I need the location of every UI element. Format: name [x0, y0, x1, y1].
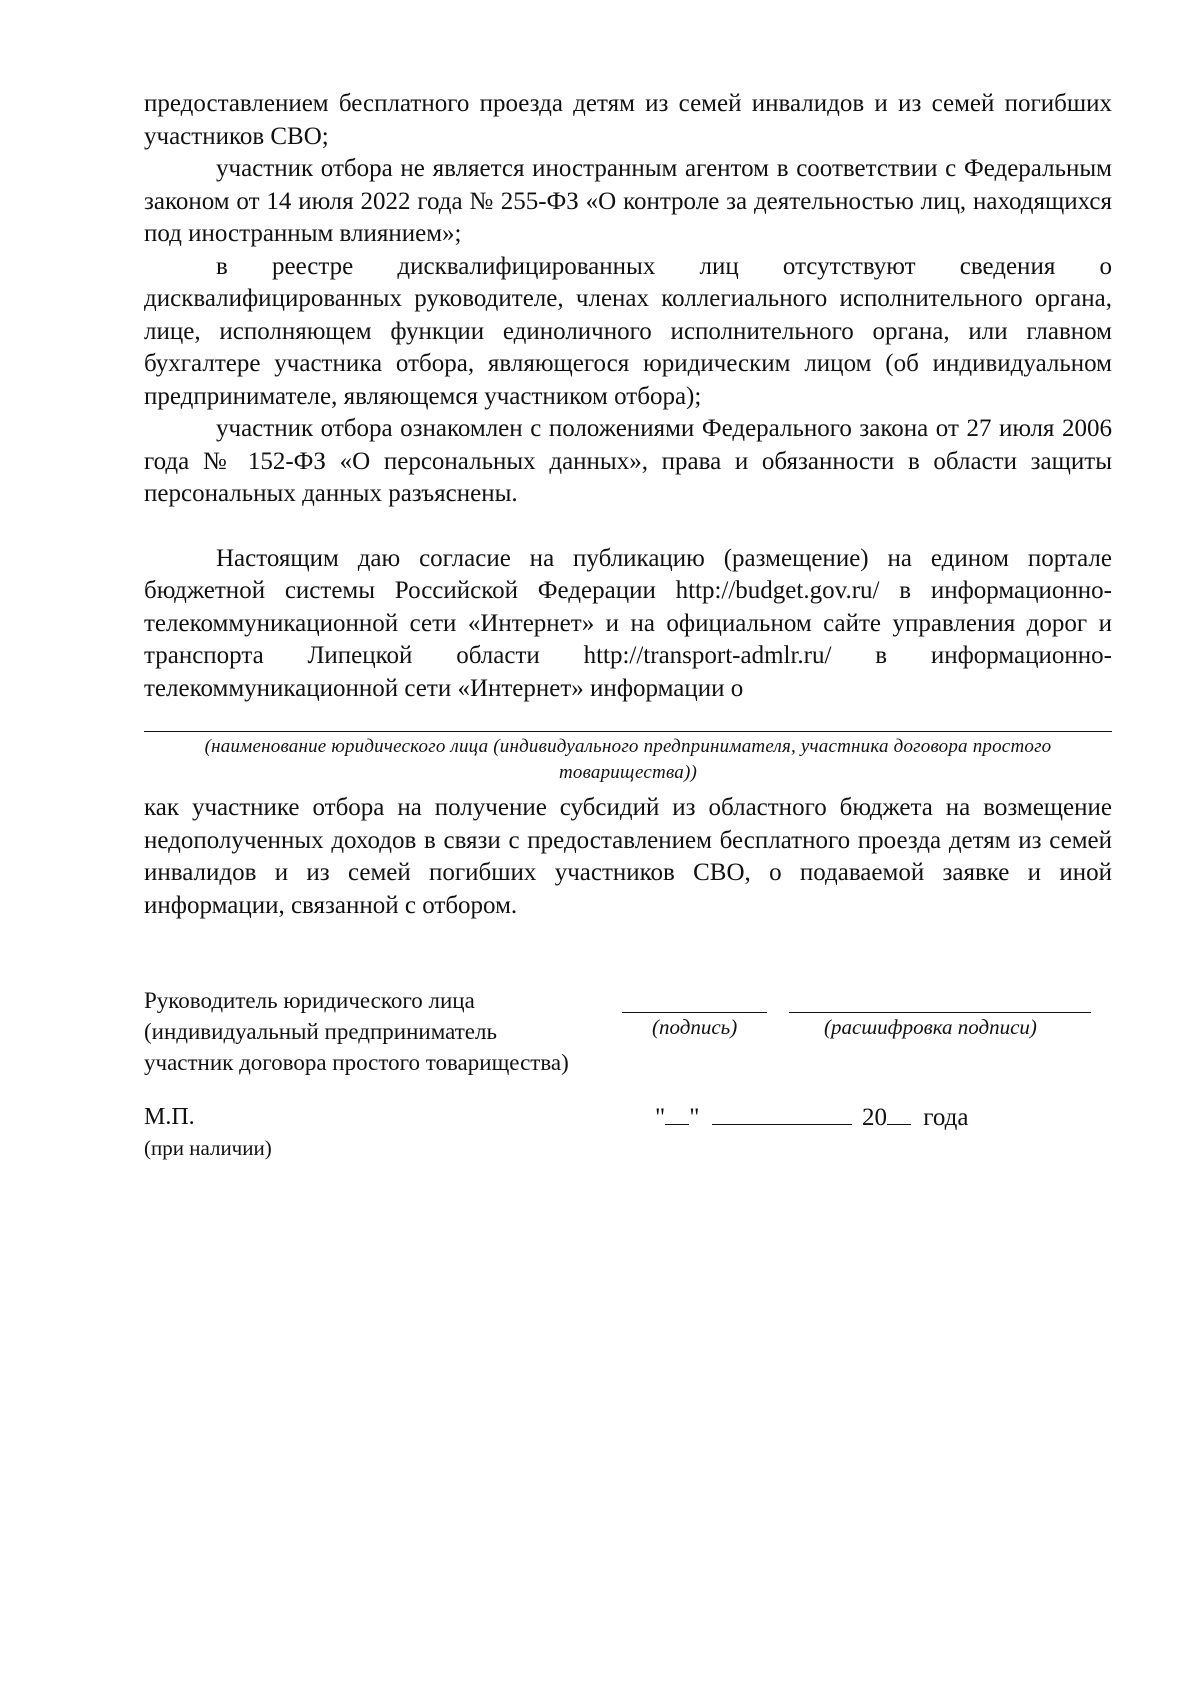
paragraph-consent: Настоящим даю согласие на публикацию (размещение) на едином портале бюджетной системы Российской Федерации http://budget.gov.ru/ в информационно-телекоммуникационной сети «Интернет» и на официальном сайте управления дорог и транспорта Липецкой области http://transport-admlr.ru/ в информационно-телекоммуникационной сети «Интернет» информации о	[144, 544, 1112, 702]
date-suffix: года	[923, 1104, 969, 1131]
stamp-label: М.П.	[144, 1104, 195, 1130]
document-body	[144, 88, 1112, 922]
organization-name-caption: (наименование юридического лица (индивидуального предпринимателя, участника договора простого товарищества))	[204, 736, 1052, 783]
signatory-line-3: участник договора простого товарищества)	[144, 1050, 569, 1075]
paragraph-continuation: как участнике отбора на получение субсидий из областного бюджета на возмещение недополученных доходов в связи с предоставлением бесплатного проезда детям из семей инвалидов и из семей погибших участников СВО, о подаваемой заявке и иной информации, связанной с отбором.	[144, 794, 1112, 919]
date-field	[655, 1100, 968, 1135]
date-day-blank	[665, 1100, 689, 1125]
organization-name-line	[144, 709, 1112, 732]
signature-decode-line	[789, 1012, 1091, 1013]
signature-caption: (подпись)	[652, 1015, 738, 1039]
stamp-note: (при наличии)	[144, 1136, 272, 1160]
date-quote-close: "	[689, 1104, 700, 1131]
paragraph-spacer	[144, 511, 1112, 543]
paragraph-personal-data: участник отбора ознакомлен с положениями Федерального закона от 27 июля 2006 года № 152-ФЗ «О персональных данных», права и обязанности в области защиты персональных данных разъяснены.	[144, 415, 1112, 507]
signatory-title	[144, 985, 569, 1078]
signature-decode-caption: (расшифровка подписи)	[824, 1015, 1037, 1039]
date-month-blank	[712, 1100, 852, 1125]
paragraph-foreign-agent: участник отбора не является иностранным агентом в соответствии с Федеральным законом от 14 июля 2022 года № 255-ФЗ «О контроле за деятельностью лиц, находящихся под иностранным влиянием»;	[144, 155, 1112, 247]
signatory-line-2: (индивидуальный предприниматель	[144, 1019, 497, 1044]
signatory-line-1: Руководитель юридического лица	[144, 988, 475, 1013]
signature-line	[622, 1012, 767, 1013]
date-quote-open: "	[655, 1104, 666, 1131]
stamp-block	[144, 1100, 272, 1162]
date-year-blank	[887, 1100, 911, 1125]
paragraph-continued: предоставлением бесплатного проезда детям из семей инвалидов и из семей погибших участников СВО;	[144, 90, 1112, 150]
paragraph-disqualified-registry: в реестре дисквалифицированных лиц отсутствуют сведения о дисквалифицированных руководителе, членах коллегиального исполнительного органа, лице, исполняющем функции единоличного исполнительного органа, или главном бухгалтере участника отбора, являющегося юридическим лицом (об индивидуальном предпринимателе, являющемся участником отбора);	[144, 252, 1112, 410]
date-century: 20	[861, 1104, 887, 1131]
